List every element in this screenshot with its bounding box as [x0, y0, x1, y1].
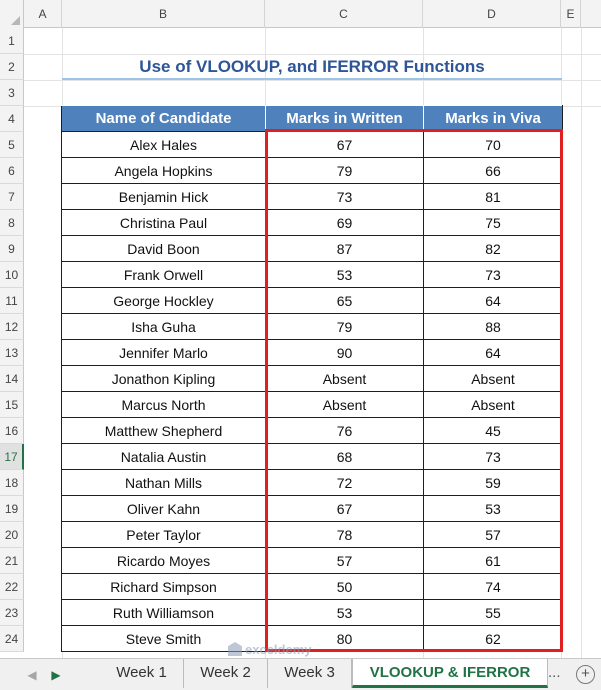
sheet-title: Use of VLOOKUP, and IFERROR Functions: [139, 57, 485, 76]
table-row: [62, 444, 563, 470]
cell-marks-viva[interactable]: Absent: [424, 366, 563, 392]
table-row: [62, 496, 563, 522]
table-row: [62, 158, 563, 184]
row-header[interactable]: 20: [0, 522, 24, 548]
row-header[interactable]: 2: [0, 54, 24, 80]
cell-marks-written[interactable]: 73: [266, 184, 424, 210]
column-header-d[interactable]: D: [423, 0, 561, 28]
table-row: [62, 418, 563, 444]
table-row: [62, 314, 563, 340]
sheet-tab-week-2[interactable]: Week 2: [184, 659, 268, 688]
cell-marks-viva[interactable]: 64: [424, 340, 563, 366]
row-header[interactable]: 4: [0, 106, 24, 132]
sheet-next-icon[interactable]: ▶: [51, 668, 61, 682]
cell-marks-viva[interactable]: 66: [424, 158, 563, 184]
cell-marks-written[interactable]: 72: [266, 470, 424, 496]
row-header[interactable]: 3: [0, 80, 24, 106]
cell-candidate-name[interactable]: Natalia Austin: [62, 444, 266, 470]
row-header[interactable]: 15: [0, 392, 24, 418]
sheet-tab-vlookup-iferror[interactable]: VLOOKUP & IFERROR: [352, 659, 548, 688]
cell-marks-written[interactable]: 53: [266, 600, 424, 626]
sheet-tab-week-1[interactable]: Week 1: [100, 659, 184, 688]
cell-marks-written[interactable]: 76: [266, 418, 424, 444]
candidate-marks-table: [61, 105, 563, 652]
cell-marks-written[interactable]: 57: [266, 548, 424, 574]
cell-marks-written[interactable]: 90: [266, 340, 424, 366]
row-header[interactable]: 21: [0, 548, 24, 574]
cell-candidate-name[interactable]: Oliver Kahn: [62, 496, 266, 522]
cell-marks-viva[interactable]: 73: [424, 444, 563, 470]
column-header-e[interactable]: E: [561, 0, 581, 28]
cell-marks-written[interactable]: 67: [266, 496, 424, 522]
row-header[interactable]: 1: [0, 28, 24, 54]
cell-candidate-name[interactable]: Isha Guha: [62, 314, 266, 340]
cell-candidate-name[interactable]: Ricardo Moyes: [62, 548, 266, 574]
title-underline: [62, 78, 562, 80]
cell-candidate-name[interactable]: Jonathon Kipling: [62, 366, 266, 392]
cell-candidate-name[interactable]: Marcus North: [62, 392, 266, 418]
row-header[interactable]: 5: [0, 132, 24, 158]
cell-marks-viva[interactable]: 64: [424, 288, 563, 314]
cell-marks-written[interactable]: Absent: [266, 366, 424, 392]
cell-marks-written[interactable]: 80: [266, 626, 424, 652]
cell-marks-viva[interactable]: 70: [424, 132, 563, 158]
cell-candidate-name[interactable]: Nathan Mills: [62, 470, 266, 496]
table-row: [62, 288, 563, 314]
table-row: [62, 626, 563, 652]
table-row: [62, 262, 563, 288]
cell-candidate-name[interactable]: Ruth Williamson: [62, 600, 266, 626]
column-header-c[interactable]: C: [265, 0, 423, 28]
cell-candidate-name[interactable]: George Hockley: [62, 288, 266, 314]
cell-candidate-name[interactable]: Frank Orwell: [62, 262, 266, 288]
cell-marks-written[interactable]: 68: [266, 444, 424, 470]
cell-marks-viva[interactable]: 61: [424, 548, 563, 574]
sheet-prev-icon[interactable]: ◀: [27, 668, 37, 682]
cell-marks-viva[interactable]: 81: [424, 184, 563, 210]
table-row: [62, 470, 563, 496]
row-header[interactable]: 8: [0, 210, 24, 236]
cell-candidate-name[interactable]: Alex Hales: [62, 132, 266, 158]
header-marks-in-viva[interactable]: Marks in Viva: [424, 106, 563, 132]
row-header[interactable]: 10: [0, 262, 24, 288]
cell-marks-written[interactable]: 79: [266, 314, 424, 340]
watermark-text: exceldemy: [245, 642, 312, 657]
table-row: [62, 366, 563, 392]
table-row: [62, 600, 563, 626]
table-row: [62, 548, 563, 574]
cell-marks-written[interactable]: 53: [266, 262, 424, 288]
cell-candidate-name[interactable]: Steve Smith: [62, 626, 266, 652]
cell-marks-viva[interactable]: 75: [424, 210, 563, 236]
row-header[interactable]: 11: [0, 288, 24, 314]
cell-candidate-name[interactable]: Jennifer Marlo: [62, 340, 266, 366]
cell-marks-viva[interactable]: 55: [424, 600, 563, 626]
row-header[interactable]: 9: [0, 236, 24, 262]
row-header[interactable]: 14: [0, 366, 24, 392]
table-header-row: [62, 106, 563, 132]
row-header[interactable]: 6: [0, 158, 24, 184]
cell-marks-written[interactable]: Absent: [266, 392, 424, 418]
cell-candidate-name[interactable]: Benjamin Hick: [62, 184, 266, 210]
cell-marks-viva[interactable]: 74: [424, 574, 563, 600]
row-header[interactable]: 17: [0, 444, 24, 470]
cell-marks-written[interactable]: 65: [266, 288, 424, 314]
header-marks-in-written[interactable]: Marks in Written: [266, 106, 424, 132]
table-row: [62, 184, 563, 210]
column-header-b[interactable]: B: [62, 0, 265, 28]
table-row: [62, 340, 563, 366]
cell-marks-viva[interactable]: 62: [424, 626, 563, 652]
cell-candidate-name[interactable]: Richard Simpson: [62, 574, 266, 600]
cell-marks-viva[interactable]: 57: [424, 522, 563, 548]
row-header[interactable]: 18: [0, 470, 24, 496]
table-row: [62, 132, 563, 158]
cell-marks-viva[interactable]: 53: [424, 496, 563, 522]
cell-candidate-name[interactable]: Matthew Shepherd: [62, 418, 266, 444]
table-row: [62, 236, 563, 262]
cell-marks-written[interactable]: 78: [266, 522, 424, 548]
cell-marks-written[interactable]: 50: [266, 574, 424, 600]
row-header[interactable]: 16: [0, 418, 24, 444]
row-header[interactable]: 7: [0, 184, 24, 210]
cell-marks-viva[interactable]: 88: [424, 314, 563, 340]
cell-candidate-name[interactable]: Angela Hopkins: [62, 158, 266, 184]
cell-marks-viva[interactable]: 59: [424, 470, 563, 496]
gridline: [581, 28, 582, 658]
row-header[interactable]: 23: [0, 600, 24, 626]
cell-candidate-name[interactable]: David Boon: [62, 236, 266, 262]
cell-marks-written[interactable]: 87: [266, 236, 424, 262]
sheet-tab-bar: [0, 658, 601, 690]
cell-marks-viva[interactable]: 45: [424, 418, 563, 444]
add-sheet-icon[interactable]: +: [576, 665, 595, 684]
column-header-a[interactable]: A: [24, 0, 62, 28]
cell-marks-viva[interactable]: Absent: [424, 392, 563, 418]
select-all-corner[interactable]: [0, 0, 24, 28]
cell-candidate-name[interactable]: Christina Paul: [62, 210, 266, 236]
cell-marks-viva[interactable]: 73: [424, 262, 563, 288]
more-sheets-button[interactable]: ...: [548, 664, 561, 681]
table-row: [62, 574, 563, 600]
row-header[interactable]: 12: [0, 314, 24, 340]
cell-marks-viva[interactable]: 82: [424, 236, 563, 262]
sheet-tab-week-3[interactable]: Week 3: [268, 659, 352, 688]
cell-marks-written[interactable]: 79: [266, 158, 424, 184]
select-all-triangle-icon: [11, 16, 20, 25]
cell-candidate-name[interactable]: Peter Taylor: [62, 522, 266, 548]
row-header[interactable]: 22: [0, 574, 24, 600]
cell-marks-written[interactable]: 67: [266, 132, 424, 158]
row-header[interactable]: 13: [0, 340, 24, 366]
row-header[interactable]: 19: [0, 496, 24, 522]
column-headers: [0, 0, 601, 28]
header-name-of-candidate[interactable]: Name of Candidate: [62, 106, 266, 132]
table-row: [62, 392, 563, 418]
row-header[interactable]: 24: [0, 626, 24, 652]
cell-marks-written[interactable]: 69: [266, 210, 424, 236]
gridline: [24, 80, 601, 81]
table-row: [62, 210, 563, 236]
table-row: [62, 522, 563, 548]
